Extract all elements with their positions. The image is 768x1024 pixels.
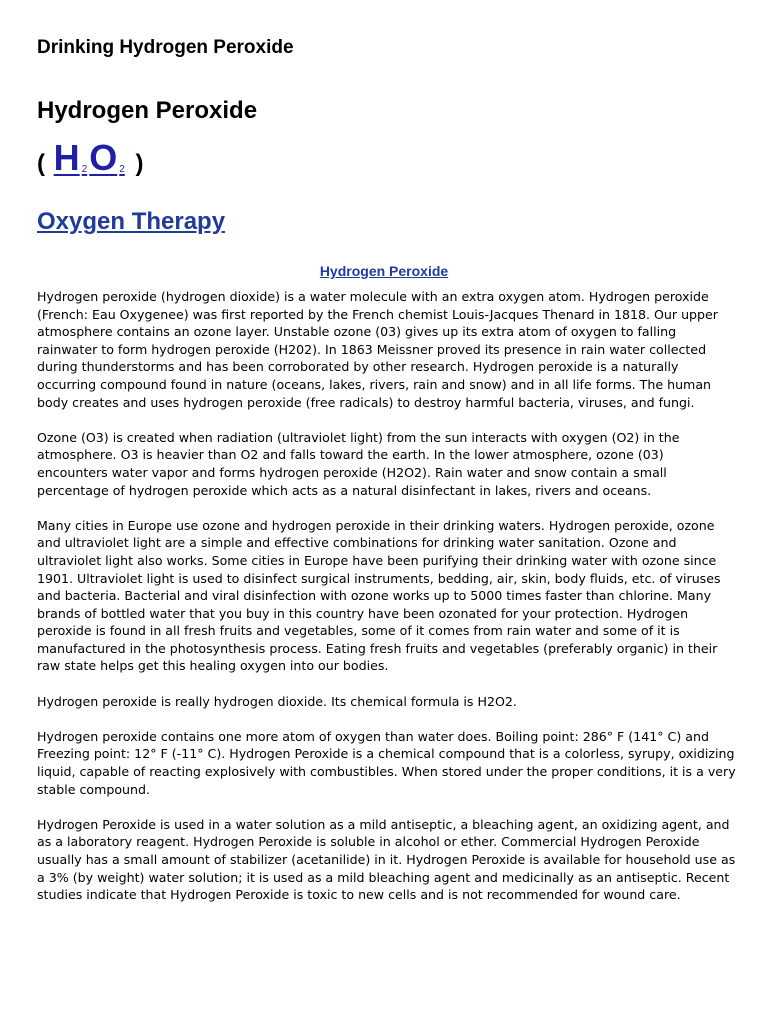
subheading	[0, 262, 768, 280]
formula-h: H	[53, 137, 80, 178]
formula-subscript-1: 2	[81, 164, 88, 175]
formula-subscript-2: 2	[119, 164, 125, 175]
hydrogen-peroxide-link[interactable]: Hydrogen Peroxide	[319, 263, 449, 279]
main-heading: Hydrogen Peroxide	[37, 97, 258, 124]
paragraph: Hydrogen Peroxide is used in a water solution as a mild antiseptic, a bleaching agent, an oxidizing agent, and as a laboratory reagent. Hydrogen Peroxide is soluble in alcohol or ether. Commercial Hydrogen Peroxide usually has a small amount of stabilizer (acetanilide) in it. Hydrogen Peroxide is available for household use as a 3% (by weight) water solution; it is used as a mild bleaching agent and medicinally as an antiseptic. Recent studies indicate that Hydrogen Peroxide is toxic to new cells and is not recommended for wound care.	[37, 816, 736, 903]
close-parenthesis: )	[135, 150, 144, 177]
formula-o: O	[89, 137, 118, 178]
oxygen-therapy-link[interactable]: Oxygen Therapy	[37, 208, 226, 235]
open-parenthesis: (	[37, 150, 45, 177]
paragraph: Hydrogen peroxide contains one more atom of oxygen than water does. Boiling point: 286° F (141° C) and Freezing point: 12° F (-11° C). Hydrogen Peroxide is a chemical compound that is a colorless, syrupy, oxidizing liquid, capable of reacting explosively with combustibles. When stored under the proper conditions, it is a very stable compound.	[37, 728, 736, 797]
article-body	[37, 288, 737, 921]
chemical-formula-line	[37, 134, 143, 184]
paragraph: Hydrogen peroxide is really hydrogen dioxide. Its chemical formula is H2O2.	[37, 693, 517, 709]
document-title: Drinking Hydrogen Peroxide	[37, 37, 294, 58]
paragraph: Many cities in Europe use ozone and hydrogen peroxide in their drinking waters. Hydrogen peroxide, ozone and ultraviolet light are a simple and effective combinations for drinking water sanitation. Ozone and ultraviolet light also works. Some cities in Europe have been purifying their drinking water with ozone since 1901. Ultraviolet light is used to disinfect surgical instruments, bedding, air, skin, body fluids, etc. of viruses and bacteria. Bacterial and viral disinfection with ozone works up to 5000 times faster than chlorine. Many brands of bottled water that you buy in this country have been ozonated for your protection. Hydrogen peroxide is found in all fresh fruits and vegetables, some of it comes from rain water and some of it is manufactured in the photosynthesis process. Eating fresh fruits and vegetables (preferably organic) in their raw state helps get this healing oxygen into our bodies.	[37, 517, 721, 674]
chemical-formula-link[interactable]	[52, 134, 129, 194]
paragraph: Hydrogen peroxide (hydrogen dioxide) is a water molecule with an extra oxygen atom. Hydrogen peroxide (French: Eau Oxygenee) was first reported by the French chemist Louis-Jacques Thenard in 1818. Our upper atmosphere contains an ozone layer. Unstable ozone (03) gives up its extra atom of oxygen to falling rainwater to form hydrogen peroxide (H202). In 1863 Meissner proved its presence in rain water collected during thunderstorms and has been corroborated by other research. Hydrogen peroxide is a naturally occurring compound found in nature (oceans, lakes, rivers, rain and snow) and in all life forms. The human body creates and uses hydrogen peroxide (free radicals) to destroy harmful bacteria, viruses, and fungi.	[37, 289, 718, 410]
paragraph: Ozone (O3) is created when radiation (ultraviolet light) from the sun interacts with oxygen (O2) in the atmosphere. O3 is heavier than O2 and falls toward the earth. In the lower atmosphere, ozone (03) encounters water vapor and forms hydrogen peroxide (H2O2). Rain water and snow contain a small percentage of hydrogen peroxide which acts as a natural disinfectant in lakes, rivers and oceans.	[37, 429, 680, 498]
